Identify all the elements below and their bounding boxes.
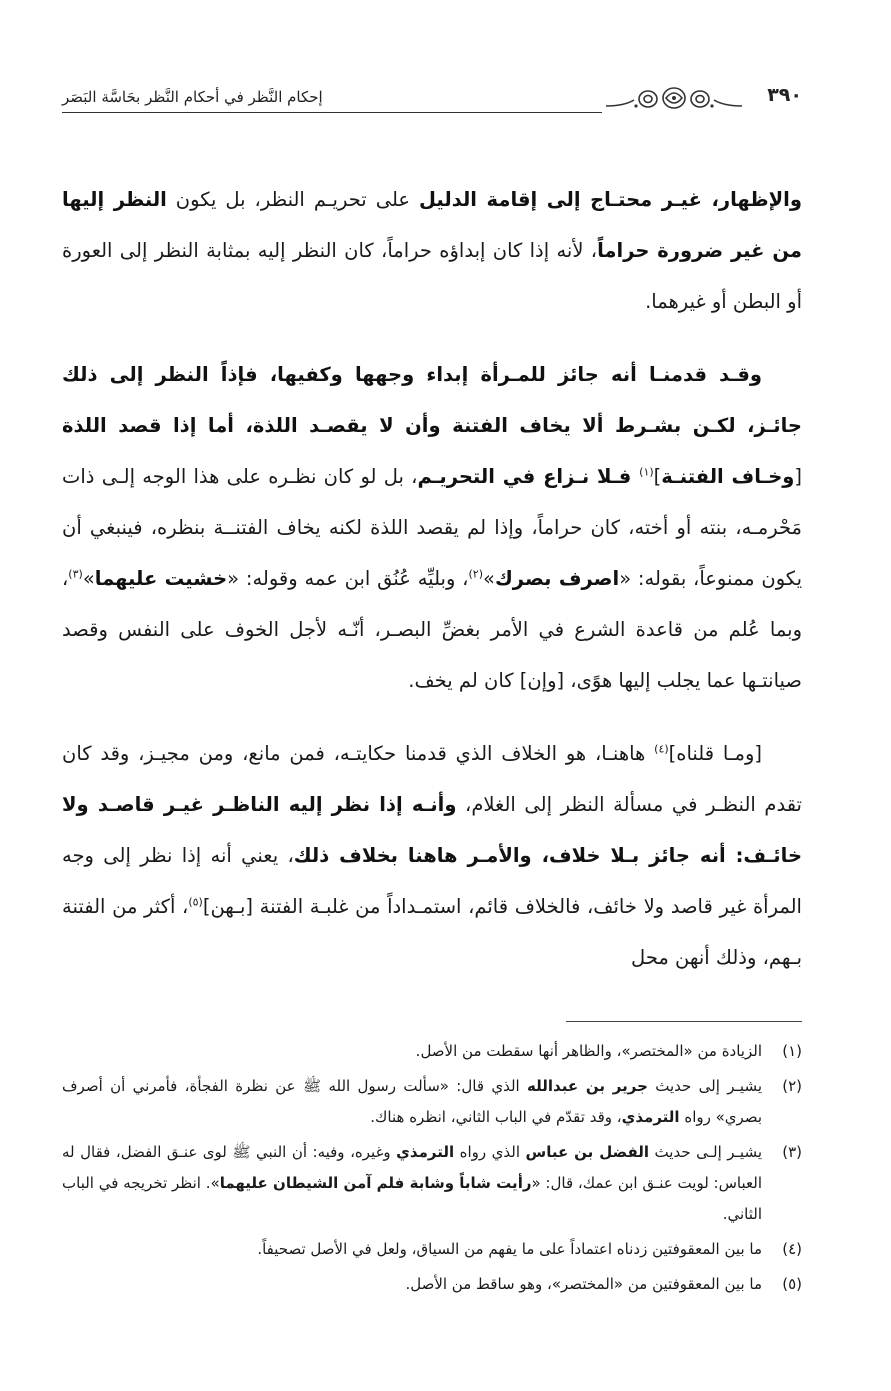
footnote-5 [62,1269,802,1300]
text-span: [ومـا قلناه] [668,742,763,765]
book-page [62,78,802,1304]
footnote-number: (٢) [782,1077,802,1095]
page-number: ٣٩٠ [767,84,802,106]
text-span: يشيـر إلـى حديث [649,1143,763,1161]
bold-text: الترمذي [396,1143,455,1161]
footnote-text: ما بين المعقوفتين زدناه اعتماداً على ما يفهم من السياق، ولعل في الأصل تصحيفاً. [257,1240,762,1258]
paragraph-1 [62,174,802,327]
running-header [62,78,802,122]
running-title: إحكام النَّظر في أحكام النَّظر بحَاسَّة البَصَر [62,88,323,106]
bold-text: رأيت شاباً وشابة فلم آمن الشيطان عليهما [219,1174,532,1192]
text-span: ، وبليِّه عُنُق ابن عمه وقوله: « [227,567,469,590]
footnote-number: (٣) [782,1143,802,1161]
bracket: ] [653,465,662,488]
text-span: » [483,567,495,590]
paragraph-2 [62,349,802,706]
footnote-ref-4[interactable]: (٤) [654,742,669,756]
bold-text: والإظهار، غيـر محتـاج إلى إقامة الدليل [419,188,802,211]
text-span: هاهنـا، هو الخلاف الذي قدمنا حكايتـه، فمن مانع، ومن مجيـز، وقد كان تقدم النظـر في مسألة النظر إلى الغلام، [62,742,802,816]
footnote-text: الزيادة من «المختصر»، والظاهر أنها سقطت من الأصل. [415,1042,762,1060]
text-span: ، أكثر من الفتنة بـهم، وذلك أنهن محل [62,895,802,969]
main-text [62,174,802,983]
footnote-rule [566,1021,802,1022]
text-span: ، لأنه إذا كان إبداؤه حراماً، كان النظر إليه بمثابة النظر إلى العورة أو البطن أو غيرهما. [62,239,802,313]
bold-text: وخـاف الفتنـة [661,465,795,488]
text-span: ». انظر تخريجه في الباب الثاني. [62,1174,762,1223]
paragraph-3 [62,728,802,983]
footnote-ref-1[interactable]: (١) [639,465,654,479]
text-span: وغيره، وفيه: أن النبي ﷺ لوى عنـق الفضل، فقال له العباس: لويت عنـق ابن عمك، قال: « [62,1143,762,1192]
text-span: على تحريـم النظر، بل يكون [166,188,420,211]
bold-text: الفضل بن عباس [525,1143,650,1161]
text-span: ، يعني أنه إذا نظر إلى وجه المرأة غير قاصد ولا خائف، فالخلاف قائم، استمـداداً من غلبـة الفتنة [بـهن] [62,844,802,918]
text-span: ، وبما عُلم من قاعدة الشرع في الأمر بغضِّ البصـر، أنّـه لأجل الخوف على النفس وقصد صيانتـها عما يجلب إليها هوًى، [وإن] كان لم يخف. [62,567,802,692]
footnote-2 [62,1071,802,1133]
footnote-3 [62,1137,802,1230]
text-span: الذي قال: «سألت رسول الله ﷺ عن نظرة الفجأة، فأمرني أن أصرف بصري» رواه [62,1077,762,1126]
bold-text: جرير بن عبدالله [527,1077,648,1095]
bold-text: خشيت عليهما [94,567,228,590]
text-span: الذي رواه [454,1143,526,1161]
header-rule [62,112,602,113]
bold-text: وأنـه إذا نظر إليه الناظـر غيـر قاصـد ولا خائـف: أنه جائز بـلا خلاف، والأمـر هاهنا بخلاف ذلك [62,793,802,867]
bold-text: فـلا نـزاع في التحريـم [417,465,640,488]
bold-text: الترمذي [621,1108,680,1126]
bold-text: اصرف بصرك [494,567,620,590]
footnote-4 [62,1234,802,1265]
footnote-text [62,1137,762,1230]
text-span: يشيـر إلى حديث [647,1077,763,1095]
bracket: [ [794,465,802,488]
footnote-ref-2[interactable]: (٢) [468,567,483,581]
footnote-number: (٥) [782,1275,802,1293]
footnote-number: (٤) [782,1240,802,1258]
footnote-ref-3[interactable]: (٣) [68,567,83,581]
bold-text: النظر إليها من غير ضرورة حراماً [62,188,802,262]
footnotes [62,1036,802,1300]
ornament-icon [604,84,744,114]
footnote-ref-5[interactable]: (٥) [188,895,203,909]
footnote-number: (١) [782,1042,802,1060]
footnote-text [62,1071,762,1133]
footnote-text: ما بين المعقوفتين من «المختصر»، وهو ساقط من الأصل. [405,1275,762,1293]
text-span: ، وقد تقدّم في الباب الثاني، انظره هناك. [370,1108,622,1126]
text-span: » [82,567,95,590]
text-span: ، بل لو كان نظـره على هذا الوجه إلـى ذات مَحْرمـه، بنته أو أخته، كان حراماً، وإذا لم يقصد اللذة لكنه يخاف الفتنــة بنظره، فينبغي أن يكون ممنوعاً، بقوله: « [62,465,803,590]
footnote-1 [62,1036,802,1067]
bold-text: وقـد قدمنـا أنه جائز للمـرأة إبداء وجهها وكفيها، فإذاً النظر إلى ذلك جائـز، لكـن بشـرط ألا يخاف الفتنة وأن لا يقصـد اللذة، أما إذا قصد اللذة [62,363,802,437]
